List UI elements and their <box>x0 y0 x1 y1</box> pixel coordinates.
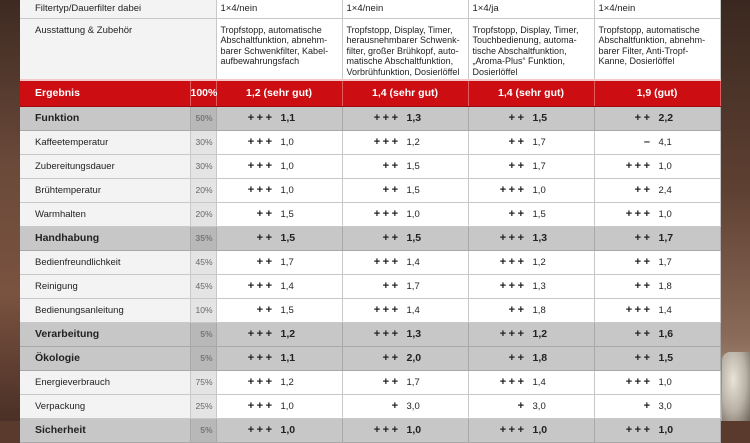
filter-value: 1×4/nein <box>342 0 468 18</box>
criterion-row <box>20 394 720 418</box>
score-cell <box>468 130 594 154</box>
score-cell <box>216 178 342 202</box>
equipment-value: Tropfstopp, automatische Abschaltfunktion, abnehmbarer Schwenkfilter, Kabelaufbewahrungsfach <box>216 18 342 80</box>
criterion-name: Sicherheit <box>20 418 190 442</box>
score-cell <box>216 130 342 154</box>
grade-value: 1,4 <box>532 377 546 388</box>
background-left <box>0 0 20 421</box>
rating-symbols: ++ <box>634 112 653 124</box>
grade-value: 1,5 <box>280 232 296 244</box>
score-cell <box>342 202 468 226</box>
rating-symbols: +++ <box>247 424 275 436</box>
criterion-row <box>20 250 720 274</box>
rating-symbols: + <box>517 400 527 412</box>
grade-value: 3,0 <box>658 401 672 412</box>
test-results-table-sheet <box>20 0 720 436</box>
criterion-weight: 45% <box>190 274 216 298</box>
rating-symbols: ++ <box>634 328 653 340</box>
criterion-name: Verpackung <box>20 394 190 418</box>
equipment-row <box>20 18 720 80</box>
grade-value: 1,0 <box>280 185 294 196</box>
rating-symbols: ++ <box>508 112 527 124</box>
score-cell <box>216 322 342 346</box>
rating-symbols: +++ <box>373 424 401 436</box>
score-cell <box>594 370 720 394</box>
rating-symbols: ++ <box>634 256 653 268</box>
result-value: 1,9 (gut) <box>594 80 720 106</box>
criterion-weight: 5% <box>190 322 216 346</box>
grade-value: 1,6 <box>658 328 674 340</box>
score-cell <box>468 346 594 370</box>
score-cell <box>342 178 468 202</box>
criterion-name: Bedienfreundlichkeit <box>20 250 190 274</box>
score-cell <box>342 394 468 418</box>
criterion-name: Brühtemperatur <box>20 178 190 202</box>
criterion-weight: 35% <box>190 226 216 250</box>
grade-value: 1,1 <box>280 112 296 124</box>
rating-symbols: +++ <box>625 160 653 172</box>
grade-value: 2,2 <box>658 112 674 124</box>
score-cell <box>216 154 342 178</box>
criterion-row <box>20 274 720 298</box>
score-cell <box>342 106 468 130</box>
result-value: 1,4 (sehr gut) <box>468 80 594 106</box>
score-cell <box>216 274 342 298</box>
grade-value: 1,3 <box>532 232 548 244</box>
grade-value: 1,5 <box>658 352 674 364</box>
rating-symbols: +++ <box>247 136 275 148</box>
grade-value: 1,0 <box>280 401 294 412</box>
grade-value: 1,2 <box>406 137 420 148</box>
rating-symbols: +++ <box>499 376 527 388</box>
score-cell <box>342 226 468 250</box>
grade-value: 1,2 <box>280 328 296 340</box>
equipment-label: Ausstattung & Zubehör <box>20 18 216 80</box>
rating-symbols: +++ <box>625 376 653 388</box>
grade-value: 1,2 <box>532 328 548 340</box>
criterion-name: Kaffeetemperatur <box>20 130 190 154</box>
score-cell <box>594 130 720 154</box>
criterion-weight: 10% <box>190 298 216 322</box>
score-cell <box>468 298 594 322</box>
rating-symbols: +++ <box>247 352 275 364</box>
score-cell <box>594 346 720 370</box>
grade-value: 1,2 <box>532 257 546 268</box>
score-cell <box>468 106 594 130</box>
rating-symbols: +++ <box>373 328 401 340</box>
score-cell <box>342 298 468 322</box>
category-row <box>20 346 720 370</box>
grade-value: 1,5 <box>406 232 422 244</box>
rating-symbols: +++ <box>373 304 401 316</box>
rating-symbols: – <box>643 136 653 148</box>
score-cell <box>216 106 342 130</box>
criterion-name: Funktion <box>20 106 190 130</box>
criterion-weight: 5% <box>190 346 216 370</box>
score-cell <box>342 274 468 298</box>
grade-value: 1,0 <box>658 161 672 172</box>
score-cell <box>342 322 468 346</box>
rating-symbols: ++ <box>256 232 275 244</box>
grade-value: 1,7 <box>280 257 294 268</box>
result-value: 1,4 (sehr gut) <box>342 80 468 106</box>
score-cell <box>342 370 468 394</box>
score-cell <box>468 226 594 250</box>
grade-value: 1,1 <box>280 352 296 364</box>
rating-symbols: ++ <box>256 208 275 220</box>
grade-value: 1,0 <box>406 424 422 436</box>
score-cell <box>594 298 720 322</box>
grade-value: 1,3 <box>406 328 422 340</box>
grade-value: 1,8 <box>532 352 548 364</box>
rating-symbols: ++ <box>508 208 527 220</box>
rating-symbols: +++ <box>499 232 527 244</box>
rating-symbols: ++ <box>508 160 527 172</box>
criterion-row <box>20 154 720 178</box>
score-cell <box>594 274 720 298</box>
grade-value: 1,0 <box>280 137 294 148</box>
grade-value: 1,0 <box>658 424 674 436</box>
criterion-name: Bedienungsanleitung <box>20 298 190 322</box>
grade-value: 1,8 <box>532 305 546 316</box>
category-row <box>20 418 720 442</box>
criterion-weight: 30% <box>190 154 216 178</box>
criterion-name: Verarbeitung <box>20 322 190 346</box>
grade-value: 1,4 <box>406 305 420 316</box>
score-cell <box>468 274 594 298</box>
criterion-weight: 50% <box>190 106 216 130</box>
criterion-name: Handhabung <box>20 226 190 250</box>
grade-value: 3,0 <box>532 401 546 412</box>
rating-symbols: +++ <box>247 400 275 412</box>
rating-symbols: +++ <box>247 328 275 340</box>
grade-value: 1,5 <box>532 112 548 124</box>
grade-value: 1,5 <box>280 305 294 316</box>
filter-value: 1×4/ja <box>468 0 594 18</box>
rating-symbols: ++ <box>382 232 401 244</box>
criterion-row <box>20 298 720 322</box>
rating-symbols: +++ <box>247 112 275 124</box>
grade-value: 1,4 <box>658 305 672 316</box>
rating-symbols: +++ <box>373 256 401 268</box>
rating-symbols: +++ <box>499 424 527 436</box>
grade-value: 1,0 <box>658 377 672 388</box>
equipment-value: Tropfstopp, Display, Timer, Touchbedienung, automatische Abschaltfunktion, „Aroma-Plus“ Funktion, Dosierlöffel <box>468 18 594 80</box>
grade-value: 1,0 <box>532 185 546 196</box>
grade-value: 1,0 <box>280 424 296 436</box>
grade-value: 1,7 <box>406 377 420 388</box>
grade-value: 1,7 <box>658 257 672 268</box>
rating-symbols: +++ <box>625 304 653 316</box>
criterion-weight: 30% <box>190 130 216 154</box>
rating-symbols: +++ <box>247 376 275 388</box>
score-cell <box>342 418 468 442</box>
rating-symbols: +++ <box>373 112 401 124</box>
score-cell <box>594 202 720 226</box>
score-cell <box>216 202 342 226</box>
filter-row <box>20 0 720 18</box>
score-cell <box>468 202 594 226</box>
score-cell <box>342 130 468 154</box>
rating-symbols: ++ <box>382 352 401 364</box>
grade-value: 1,7 <box>406 281 420 292</box>
criterion-row <box>20 130 720 154</box>
score-cell <box>216 346 342 370</box>
grade-value: 1,3 <box>532 281 546 292</box>
score-cell <box>594 178 720 202</box>
rating-symbols: ++ <box>256 304 275 316</box>
rating-symbols: +++ <box>625 208 653 220</box>
criterion-weight: 20% <box>190 178 216 202</box>
grade-value: 2,0 <box>406 352 422 364</box>
grade-value: 1,7 <box>658 232 674 244</box>
filter-value: 1×4/nein <box>594 0 720 18</box>
test-results-table <box>20 0 721 443</box>
score-cell <box>342 250 468 274</box>
grade-value: 1,5 <box>280 209 294 220</box>
category-row <box>20 322 720 346</box>
filter-label: Filtertyp/Dauerfilter dabei <box>20 0 216 18</box>
score-cell <box>468 418 594 442</box>
grade-value: 1,0 <box>406 209 420 220</box>
rating-symbols: +++ <box>499 184 527 196</box>
filter-value: 1×4/nein <box>216 0 342 18</box>
criterion-row <box>20 202 720 226</box>
criterion-weight: 25% <box>190 394 216 418</box>
grade-value: 1,0 <box>532 424 548 436</box>
grade-value: 2,4 <box>658 185 672 196</box>
criterion-row <box>20 178 720 202</box>
result-value: 1,2 (sehr gut) <box>216 80 342 106</box>
score-cell <box>594 322 720 346</box>
equipment-value: Tropfstopp, Display, Timer, herausnehmbarer Schwenkfilter, großer Brühkopf, automatische Abschaltfunktion, Vorbrühfunktion, Dosierlöffel <box>342 18 468 80</box>
score-cell <box>468 322 594 346</box>
criterion-row <box>20 370 720 394</box>
score-cell <box>594 250 720 274</box>
rating-symbols: ++ <box>508 352 527 364</box>
criterion-weight: 75% <box>190 370 216 394</box>
score-cell <box>594 418 720 442</box>
criterion-name: Zubereitungsdauer <box>20 154 190 178</box>
criterion-name: Ökologie <box>20 346 190 370</box>
criterion-weight: 5% <box>190 418 216 442</box>
grade-value: 1,0 <box>658 209 672 220</box>
grade-value: 1,0 <box>280 161 294 172</box>
criterion-weight: 20% <box>190 202 216 226</box>
rating-symbols: +++ <box>247 184 275 196</box>
score-cell <box>594 154 720 178</box>
score-cell <box>468 394 594 418</box>
score-cell <box>216 226 342 250</box>
score-cell <box>468 370 594 394</box>
rating-symbols: ++ <box>382 160 401 172</box>
criterion-name: Reinigung <box>20 274 190 298</box>
grade-value: 1,7 <box>532 137 546 148</box>
rating-symbols: +++ <box>373 136 401 148</box>
rating-symbols: ++ <box>634 184 653 196</box>
grade-value: 1,3 <box>406 112 422 124</box>
grade-value: 1,4 <box>406 257 420 268</box>
score-cell <box>468 178 594 202</box>
result-row <box>20 80 720 106</box>
rating-symbols: ++ <box>256 256 275 268</box>
rating-symbols: + <box>643 400 653 412</box>
grade-value: 1,5 <box>406 161 420 172</box>
score-cell <box>594 394 720 418</box>
grade-value: 1,5 <box>532 209 546 220</box>
grade-value: 1,7 <box>532 161 546 172</box>
grade-value: 1,5 <box>406 185 420 196</box>
category-row <box>20 226 720 250</box>
criterion-name: Warmhalten <box>20 202 190 226</box>
glass-jar-photo <box>722 352 750 421</box>
criterion-weight: 45% <box>190 250 216 274</box>
rating-symbols: ++ <box>508 136 527 148</box>
score-cell <box>216 250 342 274</box>
rating-symbols: ++ <box>634 280 653 292</box>
criterion-name: Energieverbrauch <box>20 370 190 394</box>
rating-symbols: ++ <box>634 232 653 244</box>
score-cell <box>216 394 342 418</box>
score-cell <box>594 226 720 250</box>
grade-value: 4,1 <box>658 137 672 148</box>
grade-value: 1,2 <box>280 377 294 388</box>
score-cell <box>468 154 594 178</box>
rating-symbols: ++ <box>382 184 401 196</box>
rating-symbols: +++ <box>373 208 401 220</box>
rating-symbols: ++ <box>382 280 401 292</box>
rating-symbols: +++ <box>499 256 527 268</box>
rating-symbols: +++ <box>625 424 653 436</box>
rating-symbols: ++ <box>634 352 653 364</box>
rating-symbols: + <box>391 400 401 412</box>
score-cell <box>216 370 342 394</box>
rating-symbols: +++ <box>499 328 527 340</box>
rating-symbols: +++ <box>247 160 275 172</box>
grade-value: 1,4 <box>280 281 294 292</box>
score-cell <box>594 106 720 130</box>
rating-symbols: +++ <box>247 280 275 292</box>
rating-symbols: ++ <box>382 376 401 388</box>
score-cell <box>342 154 468 178</box>
rating-symbols: +++ <box>499 280 527 292</box>
grade-value: 3,0 <box>406 401 420 412</box>
result-label: Ergebnis <box>20 80 190 106</box>
rating-symbols: ++ <box>508 304 527 316</box>
category-row <box>20 106 720 130</box>
score-cell <box>468 250 594 274</box>
score-cell <box>216 298 342 322</box>
score-cell <box>216 418 342 442</box>
result-weight: 100% <box>190 80 216 106</box>
score-cell <box>342 346 468 370</box>
equipment-value: Tropfstopp, automatische Abschaltfunktion, abnehmbarer Filter, Anti-Tropf-Kanne, Dosierlöffel <box>594 18 720 80</box>
grade-value: 1,8 <box>658 281 672 292</box>
